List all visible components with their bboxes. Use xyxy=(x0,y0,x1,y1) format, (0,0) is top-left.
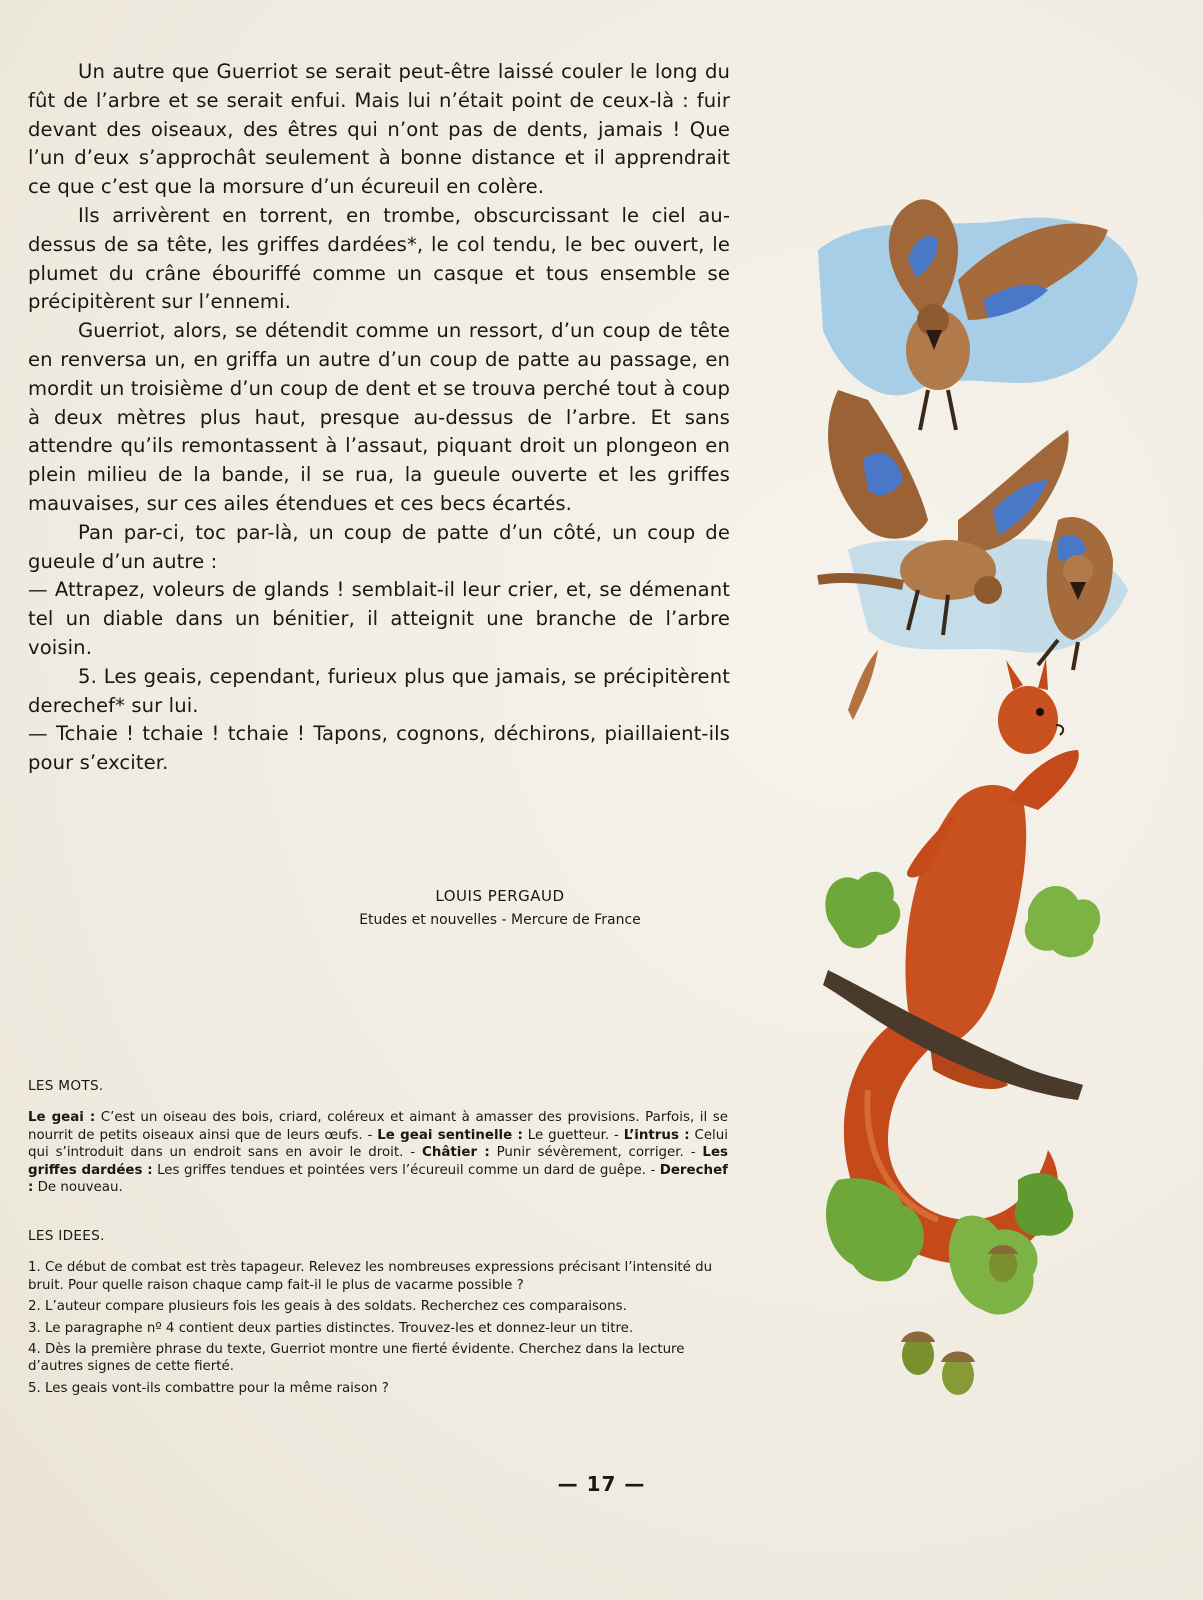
author-name: LOUIS PERGAUD xyxy=(435,887,565,905)
vocab-term: Le geai sentinelle : xyxy=(377,1127,523,1143)
story-paragraph-2: Ils arrivèrent en torrent, en trombe, obscurcissant le ciel au-dessus de sa tête, les griffes dardées*, le col tendu, le bec ouvert, le plumet du crâne ébouriffé comme un casque et tous ensemble se précipitèrent sur l’ennemi. xyxy=(28,203,730,314)
vocab-term: Le geai : xyxy=(28,1110,96,1126)
vocab-term: Les griffes dardées : xyxy=(28,1145,728,1178)
story-paragraph-3: Guerriot, alors, se détendit comme un ressort, d’un coup de tête en renversa un, en griffa un autre d’un coup de patte au passage, en mordit un troisième d’un coup de dent et se trouva perché tout à coup à deux mètres plus haut, presque au-dessus de l’arbre. Et sans attendre qu’ils remontassent à l’assaut, piquant droit un plongeon en plein milieu de la bande, il se rua, la gueule ouverte et les griffes mauvaises, sur ces ailes étendues et ces becs écartés. xyxy=(28,319,730,515)
squirrel xyxy=(844,658,1079,1264)
story-text xyxy=(28,58,730,778)
vocab-definition: Celui qui s’introduit dans un endroit sans en avoir le droit. - xyxy=(28,1127,728,1161)
story-paragraph-1: Un autre que Guerriot se serait peut-être laissé couler le long du fût de l’arbre et se serait enfui. Mais lui n’était point de ceux-là : fuir devant des oiseaux, des êtres qui n’ont pas de dents, jamais ! Que l’un d’eux s’approchât seulement à bonne distance et il apprendrait ce que c’est que la morsure d’un écureuil en colère. xyxy=(28,60,730,199)
vocab-term: Derechef : xyxy=(28,1162,728,1196)
squirrel-jays-illustration xyxy=(808,190,1148,1430)
ideas-title: LES IDEES. xyxy=(28,1228,105,1244)
story-paragraph-5: 5. Les geais, cependant, furieux plus que jamais, se précipitèrent derechef* sur lui. xyxy=(28,664,730,717)
vocabulary-body xyxy=(28,1109,728,1196)
vocab-definition: Punir sévèrement, corriger. - xyxy=(489,1145,703,1161)
vocab-definition: Les griffes tendues et pointées vers l’écureuil comme un dard de guêpe. - xyxy=(152,1162,660,1178)
vocab-term: Châtier : xyxy=(422,1145,490,1161)
question-item: 2. L’auteur compare plusieurs fois les geais à des soldats. Recherchez ces comparaisons. xyxy=(28,1299,627,1315)
falling-feather xyxy=(848,650,878,720)
page-number: — 17 — xyxy=(557,1472,646,1496)
story-dialogue-2: — Tchaie ! tchaie ! tchaie ! Tapons, cognons, déchirons, piaillaient-ils pour s’exciter. xyxy=(28,722,730,775)
question-item: 3. Le paragraphe nº 4 contient deux parties distinctes. Trouvez-les et donnez-leur un titre. xyxy=(28,1320,634,1336)
question-item: 1. Ce début de combat est très tapageur. Relevez les nombreuses expressions précisant l’intensité du bruit. Pour quelle raison chaque camp fait-il le plus de vacarme possible ? xyxy=(28,1260,713,1293)
vocab-definition: De nouveau. xyxy=(33,1180,123,1196)
vocab-term: L’intrus : xyxy=(623,1127,690,1143)
source-credit xyxy=(300,885,700,933)
vocabulary-title: LES MOTS. xyxy=(28,1078,104,1094)
ideas-section xyxy=(28,1228,728,1401)
vocab-definition: C’est un oiseau des bois, criard, coléreux et aimant à amasser des provisions. Parfois, il se nourrit de petits oiseaux ainsi que de leurs œufs. - xyxy=(28,1110,728,1143)
question-item: 4. Dès la première phrase du texte, Guerriot montre une fierté évidente. Cherchez dans la lecture d’autres signes de cette fierté. xyxy=(28,1342,685,1375)
question-item: 5. Les geais vont-ils combattre pour la même raison ? xyxy=(28,1380,389,1396)
source-title: Etudes et nouvelles - Mercure de France xyxy=(359,912,641,928)
vocab-definition: Le guetteur. - xyxy=(522,1127,624,1143)
story-dialogue-1: — Attrapez, voleurs de glands ! semblait-il leur crier, et, se démenant tel un diable dans un bénitier, il atteignit une branche de l’arbre voisin. xyxy=(28,578,730,659)
vocabulary-section xyxy=(28,1078,728,1196)
story-paragraph-4: Pan par-ci, toc par-là, un coup de patte d’un côté, un coup de gueule d’un autre : xyxy=(28,520,730,573)
